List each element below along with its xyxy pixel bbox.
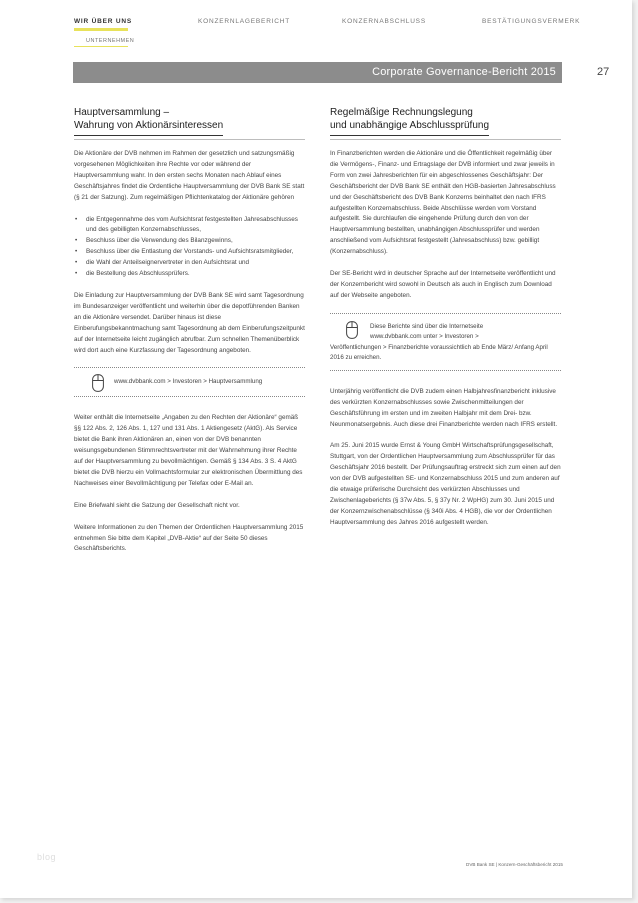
page-number: 27 — [597, 66, 610, 78]
right-heading-rule — [330, 139, 561, 140]
section-banner — [73, 62, 562, 83]
left-heading-line1: Hauptversammlung – — [74, 107, 170, 118]
right-paragraph-4: Am 25. Juni 2015 wurde Ernst & Young GmbH Wirtschaftsprüfungsgesellschaft, Stuttgart, von der Ordentlichen Hauptversammlung zum Abschlussprüfer für das Geschäftsjahr 2016 bestellt. Der Prüfungsauftrag erstreckt sich zum einen auf den von der DVB aufgestellten SE- und Konzernabschluss 2015 und zum anderen auf die etwaige prüferische Durchsicht des verkürzten Abschlusses und Zwischenlageberichts (§ 37w Abs. 5, § 37y Nr. 2 WpHG) zum 30. Juni 2015 und der Konzernzwischenabschlüsse (§ 340i Abs. 4 HGB), die vor der Ordentlichen Hauptversammlung des Jahres 2016 aufgestellt werden. — [330, 442, 561, 526]
finanzberichte-link-line2[interactable]: www.dvbbank.com unter > Investoren > — [370, 333, 479, 341]
hauptversammlung-link-box — [74, 367, 305, 397]
left-column — [74, 107, 305, 566]
left-paragraph-2: Die Einladung zur Hauptversammlung der DVB Bank SE wird samt Tagesordnung im Bundesanzeiger veröffentlicht und weiterhin über die depotführenden Banken an die Aktionäre versendet. Darüber hinaus ist diese Einberufungsbekanntmachung samt Tagesordnung ab dem Einberufungszeitpunkt auf der Internetseite leicht zugänglich abrufbar. Zum schnellen Themenüberblick wird dort auch eine Kurzfassung der Tagesordnung angeboten. — [74, 291, 305, 354]
duties-list-item: • Beschluss über die Verwendung des Bilanzgewinns, — [74, 236, 305, 247]
finanzberichte-link-line3[interactable]: Veröffentlichungen > Finanzberichte voraussichtlich ab Ende März/ Anfang April 2016 zu erreichen. — [330, 343, 548, 362]
left-paragraph-5: Weitere Informationen zu den Themen der Ordentlichen Hauptversammlung 2015 entnehmen Sie bitte dem Kapitel „DVB-Aktie“ auf der Seite 50 dieses Geschäftsberichts. — [74, 523, 304, 553]
right-paragraph-3: Unterjährig veröffentlicht die DVB zudem einen Halbjahresfinanzbericht inklusive des verkürzten Konzernabschlusses sowie Zwischenmitteilungen der Geschäftsführung im ersten und im zweiten Halbjahr mit dem Drei- bzw. Neunmonatsergebnis. Auch diese drei Finanzberichte werden nach IFRS erstellt. — [330, 387, 558, 428]
duties-list-item: • die Entgegennahme des vom Aufsichtsrat festgestellten Jahresabschlusses und des gebilligten Konzernabschlusses, — [74, 215, 305, 237]
left-heading — [74, 107, 223, 136]
left-paragraph-4: Eine Briefwahl sieht die Satzung der Gesellschaft nicht vor. — [74, 501, 240, 509]
nav-konzernabschluss[interactable]: KONZERNABSCHLUSS — [342, 18, 426, 25]
nav-sub-unternehmen[interactable]: UNTERNEHMEN — [86, 38, 135, 44]
right-paragraph-2: Der SE-Bericht wird in deutscher Sprache auf der Internetseite veröffentlicht und der Konzernbericht wird sowohl in Deutsch als auch in Englisch zum Download auf der Webseite angeboten. — [330, 270, 556, 299]
duties-list-item: • die Bestellung des Abschlussprüfers. — [74, 269, 305, 280]
finanzberichte-link-line1: Diese Berichte sind über die Internetseite — [370, 322, 484, 330]
nav-konzernlagebericht[interactable]: KONZERNLAGEBERICHT — [198, 18, 291, 25]
watermark-text: blog — [37, 852, 57, 862]
mouse-icon — [346, 321, 358, 339]
left-heading-line2: Wahrung von Aktionärsinteressen — [74, 119, 224, 131]
left-paragraph-3: Weiter enthält die Internetseite „Angaben zu den Rechten der Aktionäre“ gemäß §§ 122 Abs. 2, 126 Abs. 1, 127 und 131 Abs. 1 Aktiengesetz (AktG). Als Service bietet die Bank ihren Aktionären an, einen von der DVB benannten weisungsgebundenen Stimmrechtsvertreter mit der Wahrnehmung ihrer Rechte auf der Hauptversammlung zu bevollmächtigen. Gemäß § 134 Abs. 3 S. 4 AktG bietet die DVB hierzu ein Vollmachtsformular zur elektronischen Übermittlung des Nachweises einer Bevollmächtigung per Telefax oder E-Mail an. — [74, 414, 303, 487]
nav-active-indicator — [74, 28, 128, 31]
duties-list-item: • die Wahl der Anteilseignervertreter in den Aufsichtsrat und — [74, 258, 305, 269]
left-paragraph-1: Die Aktionäre der DVB nehmen im Rahmen der gesetzlich und satzungsmäßig vorgesehenen Möglichkeiten ihre Rechte vor oder während der Hauptversammlung wahr. In den ersten sechs Monaten nach Ablauf eines Geschäftsjahres findet die Ordentliche Hauptversammlung der DVB Bank SE statt (§ 21 der Satzung). Zum regelmäßigen Pflichtenkatalog der Aktionäre gehören — [74, 150, 305, 201]
section-title: Corporate Governance-Bericht 2015 — [372, 66, 556, 78]
nav-sub-underline — [74, 46, 128, 47]
finanzberichte-link-box — [330, 313, 561, 371]
nav-wir-ueber-uns[interactable]: WIR ÜBER UNS — [74, 18, 132, 25]
left-heading-rule — [74, 139, 305, 140]
right-heading-line2: und unabhängige Abschlussprüfung — [330, 119, 490, 131]
right-column — [330, 107, 561, 540]
mouse-icon — [92, 374, 104, 392]
right-heading — [330, 107, 489, 136]
footer-report-title: DVB Bank SE | Konzern-Geschäftsbericht 2015 — [466, 862, 563, 867]
right-heading-line1: Regelmäßige Rechnungslegung — [330, 107, 473, 118]
right-paragraph-1: In Finanzberichten werden die Aktionäre und die Öffentlichkeit regelmäßig über die Vermögens-, Finanz- und Ertragslage der DVB informiert und zwar jeweils in Form von zwei Jahresberichten für ein abgeschlossenes Geschäftsjahr: Der Geschäftsbericht der DVB Bank SE enthält den HGB-basierten Jahresabschluss und der Geschäftsbericht des DVB Bank Konzerns beinhaltet den nach IFRS aufgestellten Konzernabschluss. Beide Abschlüsse werden vom Vorstand aufgestellt. Sie durchlaufen die eingehende Prüfung durch den von der Hauptversammlung bestellten, unabhängigen Abschlussprüfer und werden anschließend vom Aufsichtsrat festgestellt (Jahresabschluss) bzw. gebilligt (Konzernabschluss). — [330, 150, 556, 256]
nav-bestaetigungsvermerk[interactable]: BESTÄTIGUNGSVERMERK — [482, 18, 581, 25]
hauptversammlung-link[interactable]: www.dvbbank.com > Investoren > Hauptversammlung — [114, 378, 263, 386]
duties-list — [74, 215, 305, 280]
duties-list-item: • Beschluss über die Entlastung der Vorstands- und Aufsichtsratsmitglieder, — [74, 247, 305, 258]
